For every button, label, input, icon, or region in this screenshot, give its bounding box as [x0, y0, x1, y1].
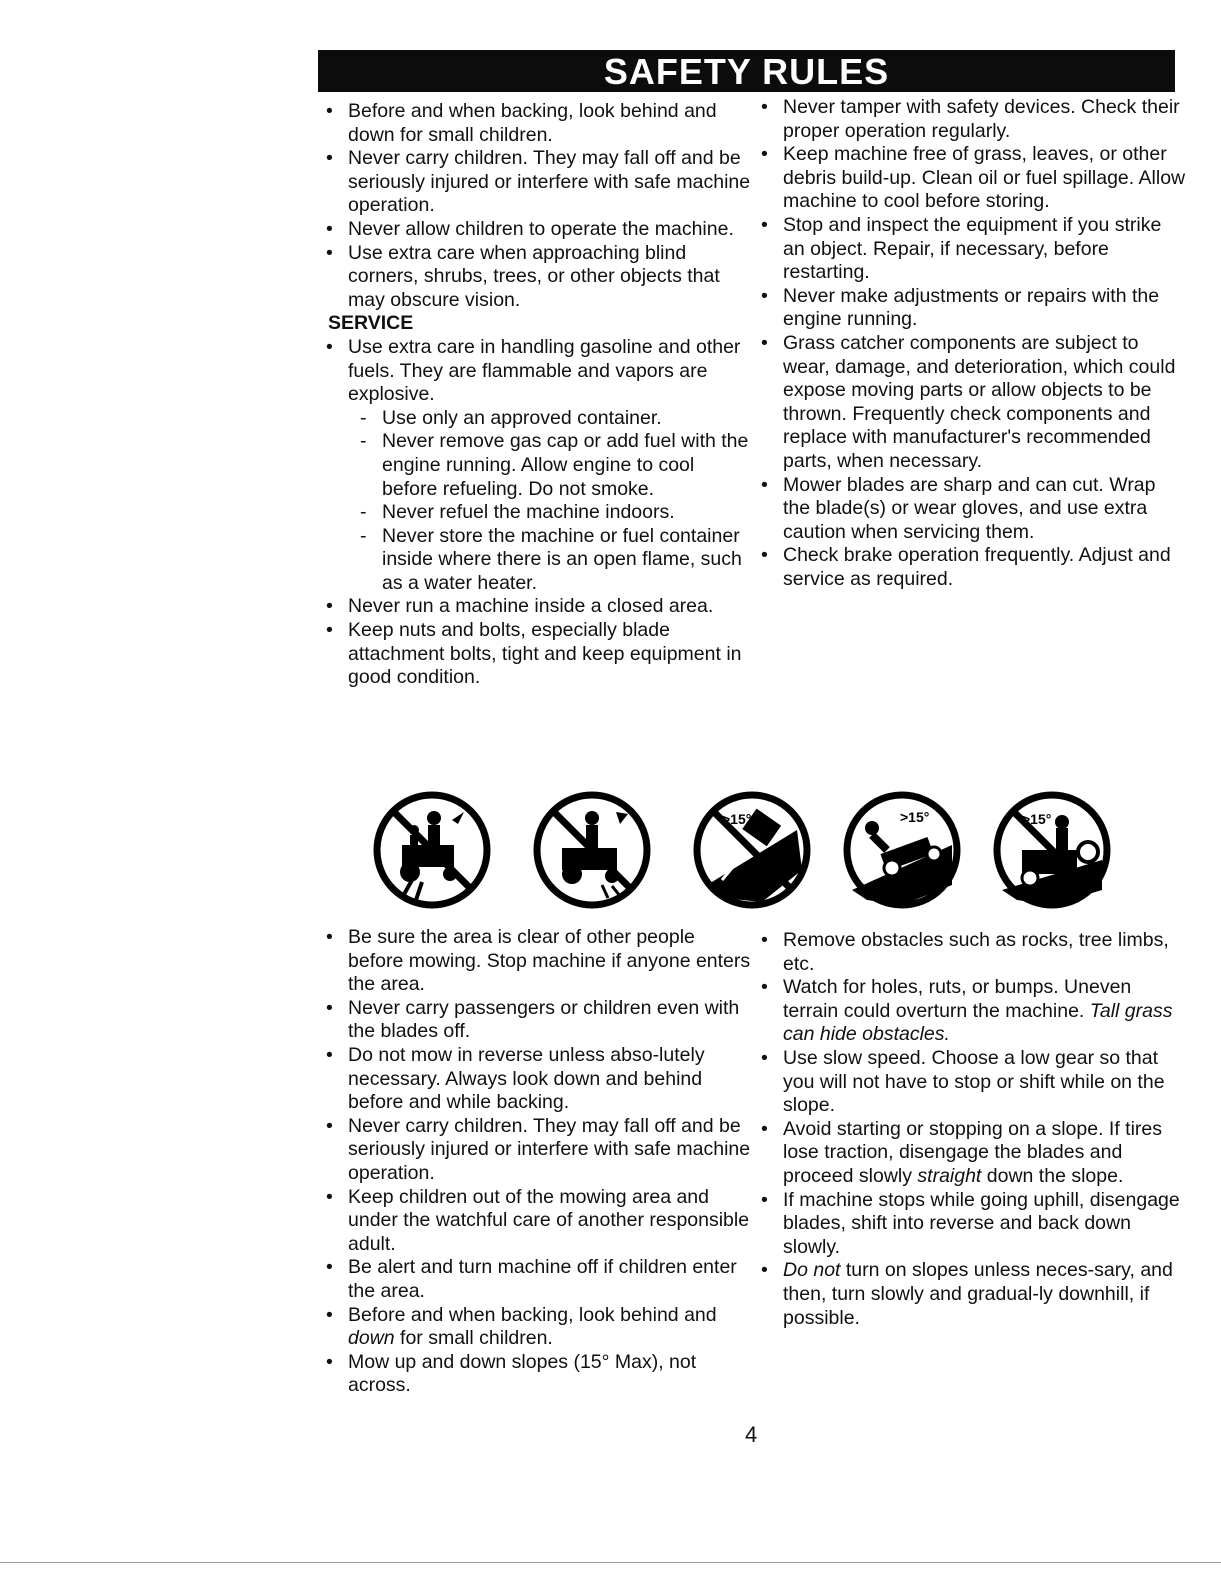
slope-label: >15° — [900, 809, 930, 825]
item-text: down the slope. — [981, 1164, 1124, 1187]
sub-list-item: - Never store the machine or fuel container inside where there is an open flame, such as a water heater. — [322, 525, 752, 596]
slope-label: >15° — [722, 811, 752, 827]
item-emphasis: Do not — [783, 1259, 841, 1282]
sub-list-item: - Never refuel the machine indoors. — [322, 501, 752, 525]
list-item: • Remove obstacles such as rocks, tree limbs, etc. — [757, 929, 1187, 976]
list-item: • Keep machine free of grass, leaves, or other debris build-up. Clean oil or fuel spillage. Allow machine to cool before storing. — [757, 143, 1187, 214]
slope-across-icon — [992, 790, 1112, 910]
page-number: 4 — [745, 1422, 758, 1447]
list-item: • Never carry passengers or children even with the blades off. — [322, 997, 752, 1044]
list-item: • Be sure the area is clear of other people before mowing. Stop machine if anyone enters the area. — [322, 926, 752, 997]
sub-list-item: - Use only an approved container. — [322, 407, 752, 431]
list-item: • Do not mow in reverse unless abso-lutely necessary. Always look down and behind before and while backing. — [322, 1044, 752, 1115]
list-item: • Use extra care in handling gasoline and other fuels. They are flammable and vapors are explosive. — [322, 336, 752, 407]
list-item: • Before and when backing, look behind and down for small children. — [322, 100, 752, 147]
list-item — [757, 976, 1187, 1047]
item-emphasis: down — [348, 1327, 395, 1350]
list-item: • Never tamper with safety devices. Check their proper operation regularly. — [757, 96, 1187, 143]
no-reverse-child-icon — [532, 790, 652, 910]
item-text: for small children. — [394, 1327, 553, 1350]
list-item — [757, 1118, 1187, 1189]
service-heading: SERVICE — [328, 312, 414, 335]
list-item: • Mow up and down slopes (15° Max), not across. — [322, 1351, 752, 1398]
slope-downhill-icon — [842, 790, 962, 910]
list-item: • Never run a machine inside a closed area. — [322, 595, 752, 619]
list-item: • Use slow speed. Choose a low gear so that you will not have to stop or shift while on the slope. — [757, 1047, 1187, 1118]
list-item — [757, 1259, 1187, 1330]
list-item: • Never carry children. They may fall off and be seriously injured or interfere with safe machine operation. — [322, 1115, 752, 1186]
list-item: • Never carry children. They may fall off and be seriously injured or interfere with safe machine operation. — [322, 147, 752, 218]
list-item — [322, 1304, 752, 1351]
list-item: • Mower blades are sharp and can cut. Wrap the blade(s) or wear gloves, and use extra caution when servicing them. — [757, 474, 1187, 545]
list-item: • Stop and inspect the equipment if you strike an object. Repair, if necessary, before restarting. — [757, 214, 1187, 285]
bottom-divider — [0, 1562, 1221, 1563]
list-item: • Keep nuts and bolts, especially blade attachment bolts, tight and keep equipment in good condition. — [322, 619, 752, 690]
list-item: • Keep children out of the mowing area and under the watchful care of another responsible adult. — [322, 1186, 752, 1257]
bottom-right-column — [757, 929, 1187, 1330]
safety-icons-row — [372, 790, 1132, 910]
list-item: • Check brake operation frequently. Adjust and service as required. — [757, 544, 1187, 591]
bottom-left-column — [322, 926, 752, 1398]
sub-list-item: - Never remove gas cap or add fuel with the engine running. Allow engine to cool before refueling. Do not smoke. — [322, 430, 752, 501]
slope-label: >15° — [1022, 811, 1052, 827]
safety-rules-title: SAFETY RULES — [318, 50, 1175, 92]
list-item: • If machine stops while going uphill, disengage blades, shift into reverse and back down slowly. — [757, 1189, 1187, 1260]
list-item: • Be alert and turn machine off if children enter the area. — [322, 1256, 752, 1303]
item-emphasis: Tall grass can hide obstacles. — [783, 999, 1173, 1046]
no-passenger-child-icon — [372, 790, 492, 910]
item-text: Watch for holes, ruts, or bumps. Uneven terrain could overturn the machine. — [783, 976, 1132, 1022]
list-item: • Never allow children to operate the machine. — [322, 218, 752, 242]
list-item: • Never make adjustments or repairs with the engine running. — [757, 285, 1187, 332]
top-right-column — [757, 96, 1187, 591]
list-item: • Use extra care when approaching blind corners, shrubs, trees, or other objects that may obscure vision. — [322, 242, 752, 313]
item-text: turn on slopes unless neces-sary, and then, turn slowly and gradual-ly downhill, if possible. — [783, 1259, 1173, 1329]
item-text: Before and when backing, look behind and — [348, 1303, 717, 1326]
top-left-column — [322, 100, 752, 690]
item-text: Avoid starting or stopping on a slope. If tires lose traction, disengage the blades and proceed slowly — [783, 1117, 1163, 1187]
list-item: • Grass catcher components are subject to wear, damage, and deterioration, which could expose moving parts or allow objects to be thrown. Frequently check components and replace with manufacturer's recommended parts, when necessary. — [757, 332, 1187, 474]
item-emphasis: straight — [917, 1164, 982, 1187]
slope-overturn-icon — [692, 790, 812, 910]
